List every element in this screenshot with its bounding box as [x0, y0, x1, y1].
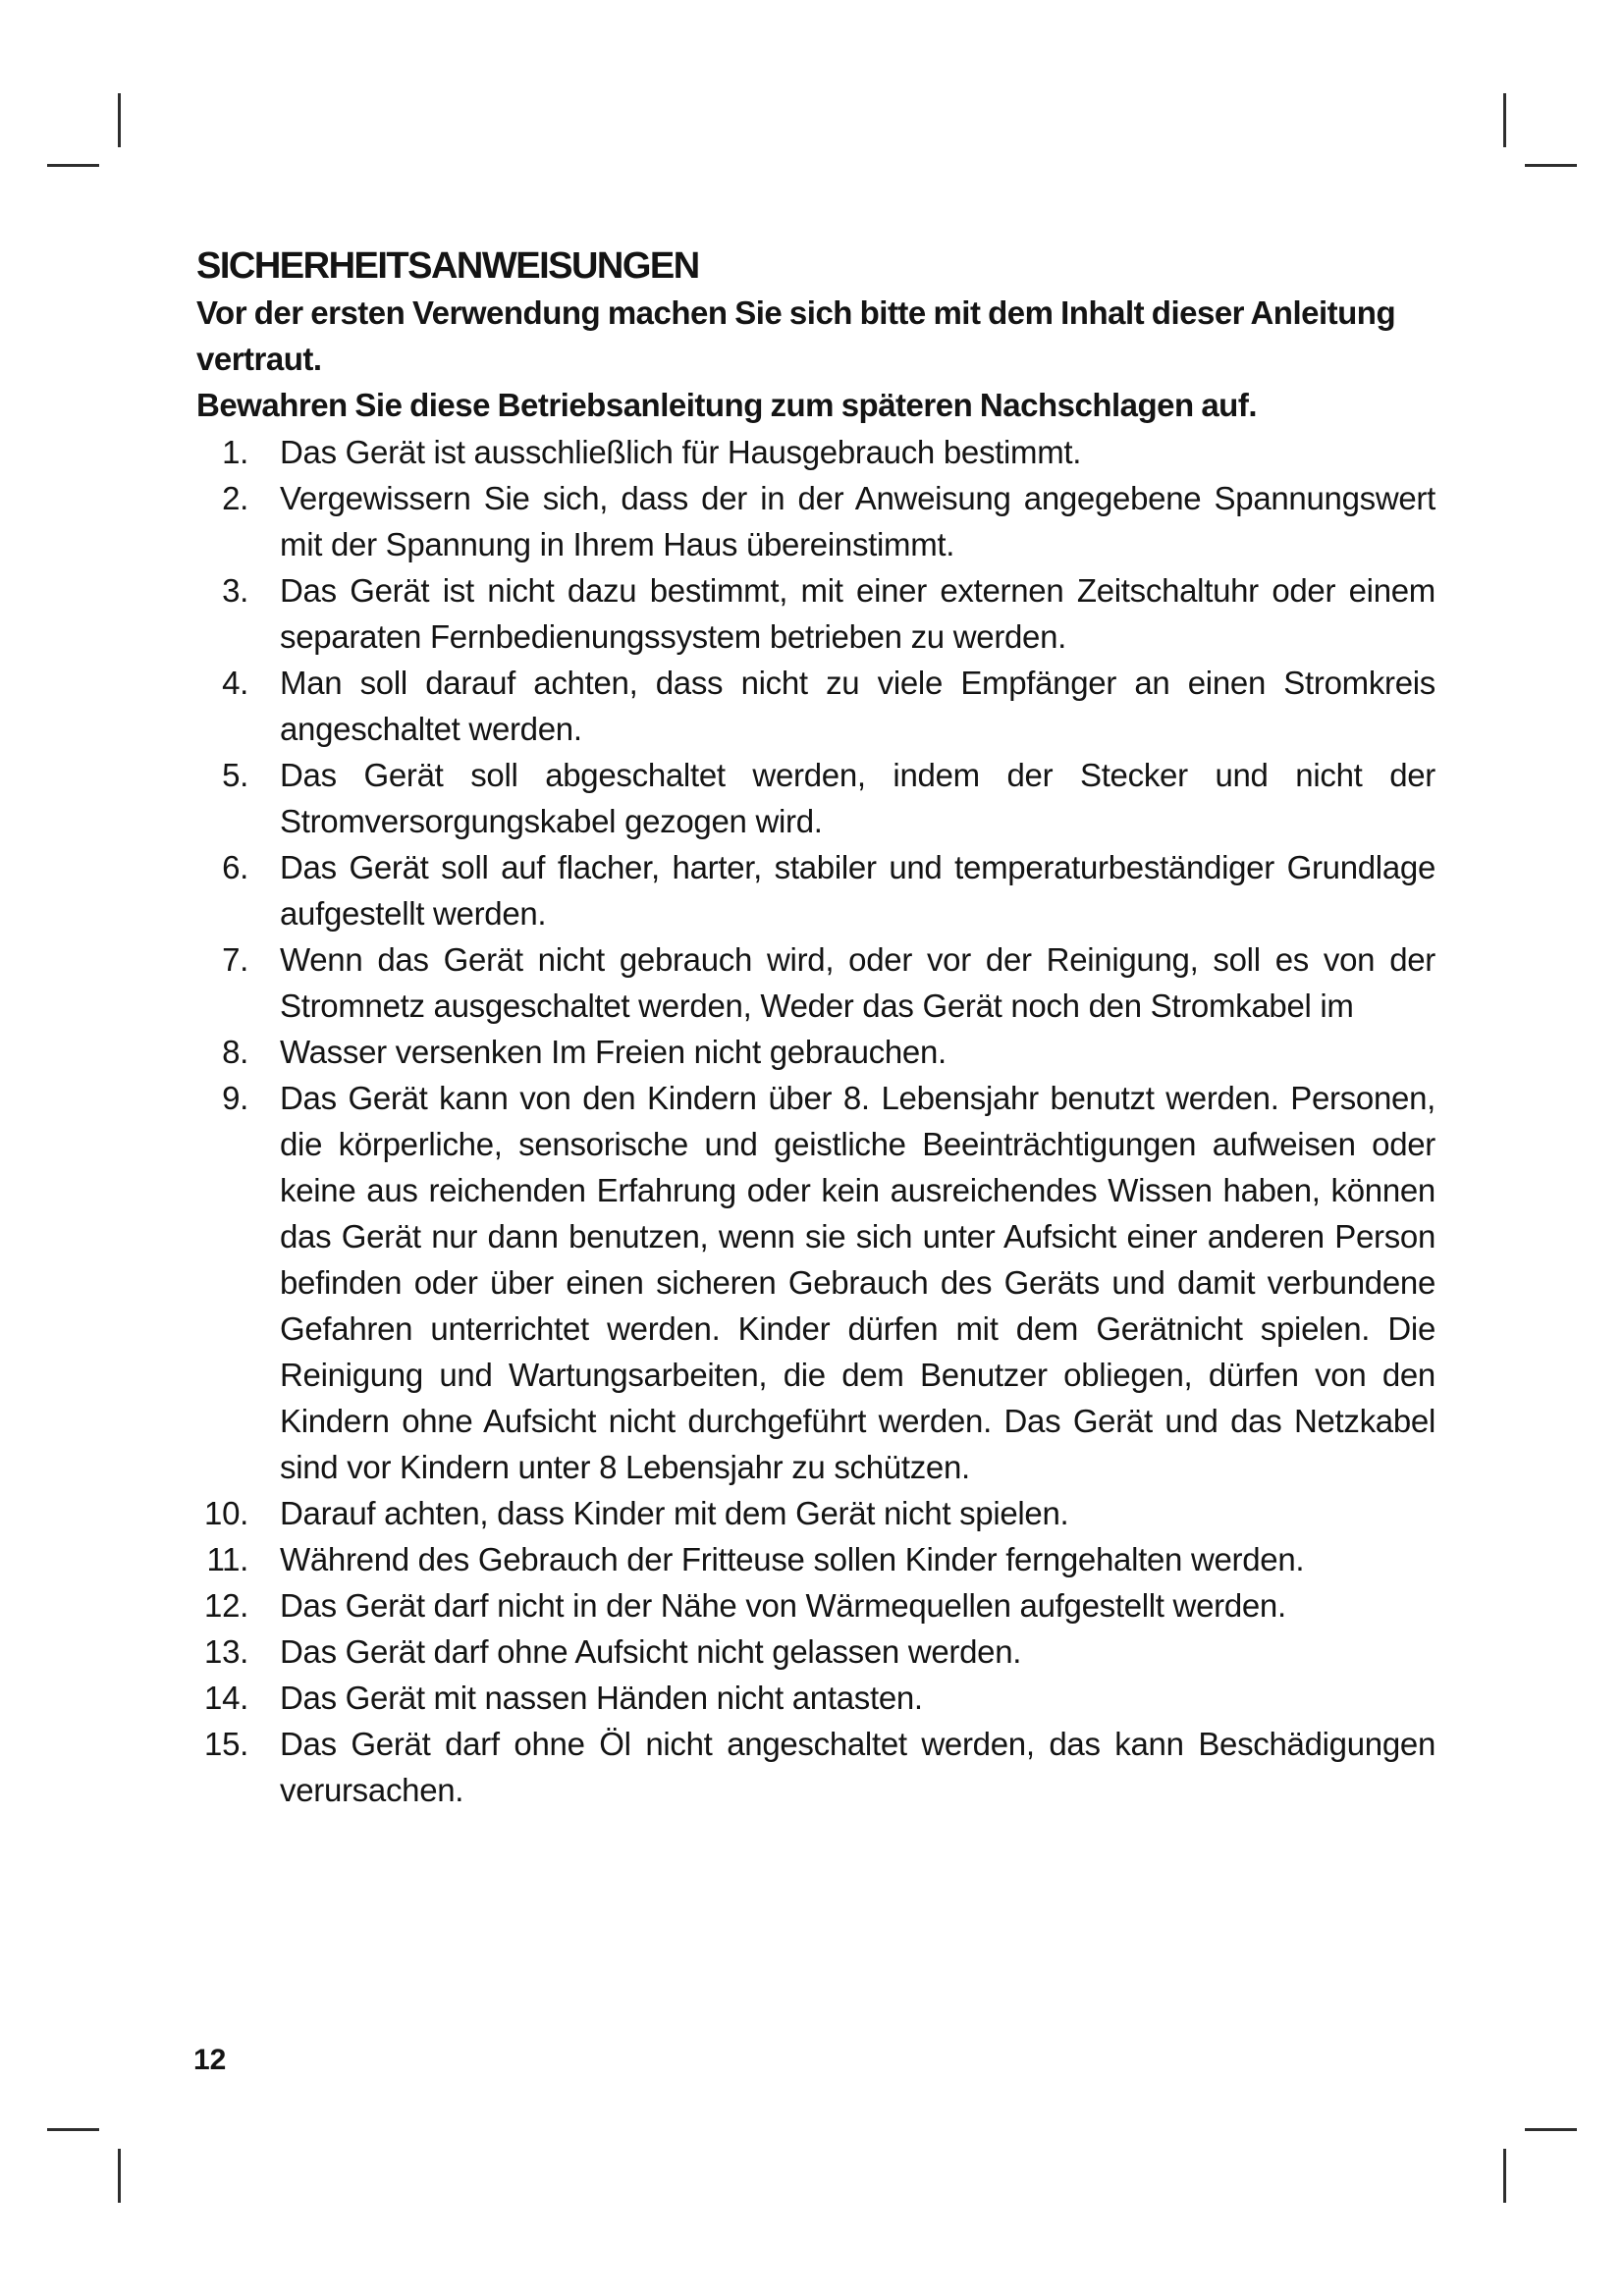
page-title: SICHERHEITSANWEISUNGEN	[196, 245, 699, 287]
list-item	[196, 844, 1435, 936]
list-item	[196, 660, 1435, 752]
list-item	[196, 475, 1435, 567]
list-item-text: Das Gerät darf ohne Aufsicht nicht gelassen werden.	[280, 1633, 1022, 1670]
list-item-number: 12.	[204, 1587, 248, 1624]
list-item	[196, 429, 1435, 475]
list-item-number: 8.	[222, 1034, 248, 1070]
crop-mark-top-right-vertical	[1503, 93, 1506, 147]
crop-mark-top-right-horizontal	[1525, 164, 1577, 167]
list-item	[196, 936, 1435, 1029]
crop-mark-bottom-left-horizontal	[47, 2128, 99, 2131]
instructions-list	[196, 429, 1435, 1813]
list-item-text: Das Gerät soll abgeschaltet werden, indem der Stecker und nicht der Stromversorgungskabel gezogen wird.	[280, 757, 1435, 839]
list-item-number: 13.	[204, 1633, 248, 1670]
list-item	[196, 1675, 1435, 1721]
list-item-number: 7.	[222, 941, 248, 978]
list-item	[196, 567, 1435, 660]
list-item-number: 14.	[204, 1680, 248, 1716]
list-item-text: Das Gerät ist ausschließlich für Hausgebrauch bestimmt.	[280, 434, 1082, 470]
list-item-text: Das Gerät darf ohne Öl nicht angeschaltet werden, das kann Beschädigungen verursachen.	[280, 1726, 1435, 1808]
list-item	[196, 752, 1435, 844]
list-item	[196, 1075, 1435, 1490]
crop-mark-bottom-left-vertical	[118, 2149, 121, 2203]
list-item	[196, 1721, 1435, 1813]
page-number: 12	[193, 2044, 227, 2076]
list-item-text: Das Gerät kann von den Kindern über 8. Lebensjahr benutzt werden. Personen, die körperliche, sensorische und geistliche Beeinträchtigungen aufweisen oder keine aus reichenden Erfahrung oder kein ausreichendes Wissen haben, können das Gerät nur dann benutzen, wenn sie sich unter Aufsicht einer anderen Person befinden oder über einen sicheren Gebrauch des Geräts und damit verbundene Gefahren unterrichtet werden. Kinder dürfen mit dem Gerätnicht spielen. Die Reinigung und Wartungsarbeiten, die dem Benutzer obliegen, dürfen von den Kindern ohne Aufsicht nicht durchgeführt werden. Das Gerät und das Netzkabel sind vor Kindern unter 8 Lebensjahr zu schützen.	[280, 1080, 1435, 1485]
page-content	[196, 243, 1435, 1813]
list-item-text: Das Gerät darf nicht in der Nähe von Wärmequellen aufgestellt werden.	[280, 1587, 1286, 1624]
list-item-number: 10.	[204, 1495, 248, 1531]
list-item-text: Das Gerät soll auf flacher, harter, stabiler und temperaturbeständiger Grundlage aufgestellt werden.	[280, 849, 1435, 932]
list-item-number: 4.	[222, 665, 248, 701]
list-item-text: Man soll darauf achten, dass nicht zu viele Empfänger an einen Stromkreis angeschaltet werden.	[280, 665, 1435, 747]
intro-paragraph-2: Bewahren Sie diese Betriebsanleitung zum späteren Nachschlagen auf.	[196, 387, 1258, 423]
crop-mark-top-left-vertical	[118, 93, 121, 147]
list-item	[196, 1490, 1435, 1536]
crop-mark-bottom-right-horizontal	[1525, 2128, 1577, 2131]
list-item-number: 9.	[222, 1080, 248, 1116]
list-item-number: 5.	[222, 757, 248, 793]
intro-paragraph-1: Vor der ersten Verwendung machen Sie sich bitte mit dem Inhalt dieser Anleitung vertraut.	[196, 294, 1396, 377]
list-item-text: Wasser versenken Im Freien nicht gebrauchen.	[280, 1034, 947, 1070]
list-item-text: Vergewissern Sie sich, dass der in der Anweisung angegebene Spannungswert mit der Spannung in Ihrem Haus übereinstimmt.	[280, 480, 1435, 562]
crop-mark-top-left-horizontal	[47, 164, 99, 167]
list-item-text: Wenn das Gerät nicht gebrauch wird, oder vor der Reinigung, soll es von der Stromnetz ausgeschaltet werden, Weder das Gerät noch den Stromkabel im	[280, 941, 1435, 1024]
list-item	[196, 1629, 1435, 1675]
list-item-number: 15.	[204, 1726, 248, 1762]
list-item-text: Das Gerät ist nicht dazu bestimmt, mit einer externen Zeitschaltuhr oder einem separaten Fernbedienungssystem betrieben zu werden.	[280, 572, 1435, 655]
list-item-number: 3.	[222, 572, 248, 609]
list-item-number: 11.	[206, 1541, 248, 1577]
list-item	[196, 1582, 1435, 1629]
list-item-text: Darauf achten, dass Kinder mit dem Gerät nicht spielen.	[280, 1495, 1069, 1531]
list-item	[196, 1536, 1435, 1582]
list-item-text: Während des Gebrauch der Fritteuse sollen Kinder ferngehalten werden.	[280, 1541, 1305, 1577]
list-item-text: Das Gerät mit nassen Händen nicht antasten.	[280, 1680, 923, 1716]
list-item-number: 1.	[222, 434, 248, 470]
crop-mark-bottom-right-vertical	[1503, 2149, 1506, 2203]
list-item	[196, 1029, 1435, 1075]
list-item-number: 6.	[222, 849, 248, 885]
list-item-number: 2.	[222, 480, 248, 516]
